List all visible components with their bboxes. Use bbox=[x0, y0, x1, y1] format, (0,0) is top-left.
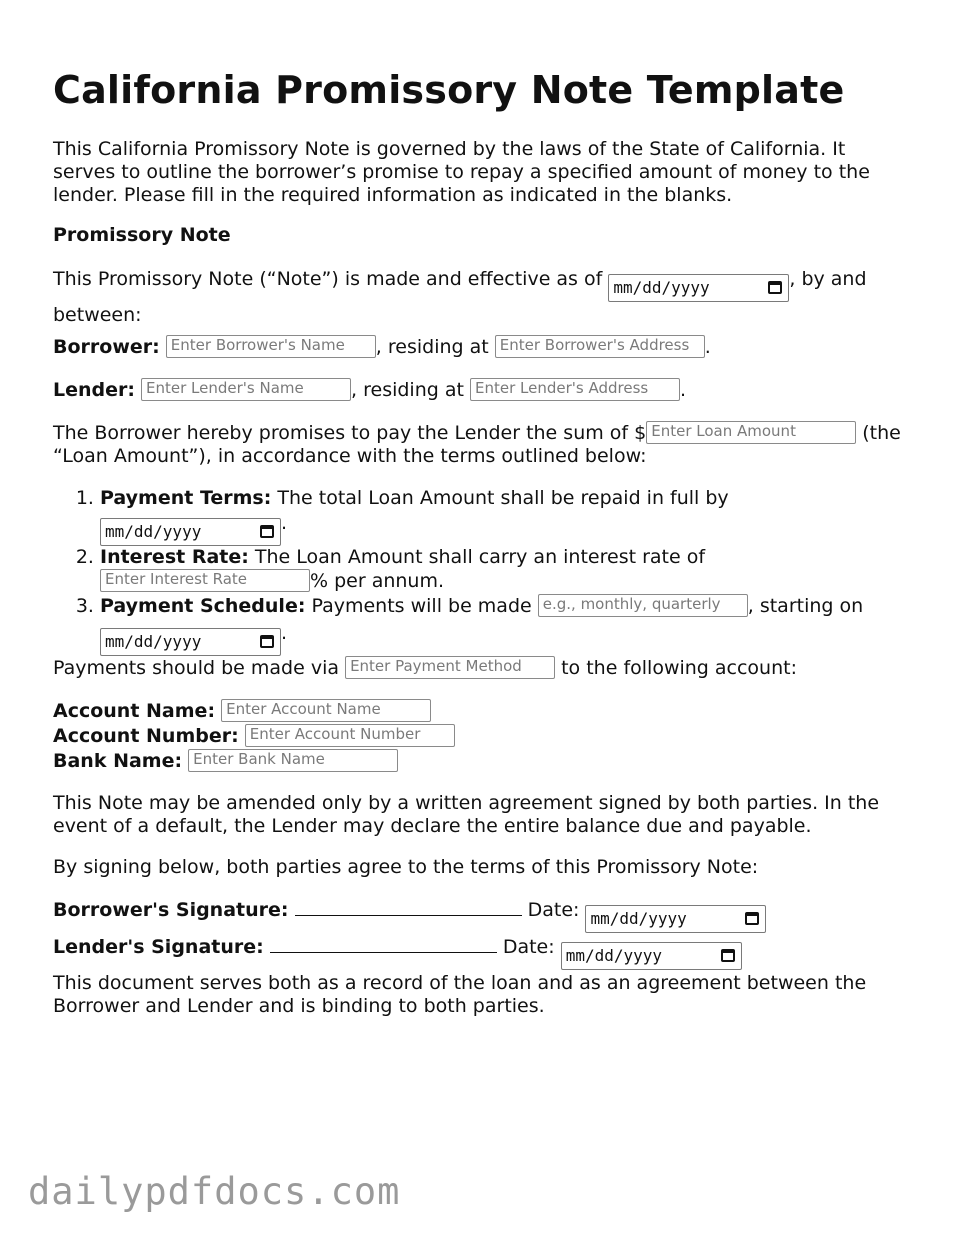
page-title: California Promissory Note Template bbox=[53, 68, 845, 112]
effective-date-placeholder: mm/dd/yyyy bbox=[613, 278, 710, 297]
interest-rate-label: Interest Rate: bbox=[100, 546, 249, 568]
borrower-date-label: Date: bbox=[527, 899, 580, 921]
lender-signature-label: Lender's Signature: bbox=[53, 936, 264, 958]
section-heading bbox=[53, 224, 913, 247]
lender-name-input[interactable]: Enter Lender's Name bbox=[141, 378, 351, 401]
lender-residing-text: , residing at bbox=[351, 379, 464, 401]
borrower-date-input[interactable] bbox=[585, 905, 766, 933]
effective-date-input[interactable] bbox=[608, 274, 789, 302]
effective-date-line bbox=[53, 266, 913, 329]
interest-rate-text: The Loan Amount shall carry an interest rate of bbox=[248, 546, 706, 568]
section-heading-text: Promissory Note bbox=[53, 224, 231, 246]
payment-terms-text: The total Loan Amount shall be repaid in full by bbox=[271, 487, 729, 509]
calendar-icon[interactable] bbox=[768, 281, 782, 294]
payment-method-input[interactable]: Enter Payment Method bbox=[345, 656, 555, 679]
interest-rate-input[interactable]: Enter Interest Rate bbox=[100, 569, 310, 592]
borrower-address-input[interactable]: Enter Borrower's Address bbox=[495, 335, 705, 358]
lender-date-placeholder: mm/dd/yyyy bbox=[565, 946, 663, 965]
borrower-name-input[interactable]: Enter Borrower's Name bbox=[166, 335, 376, 358]
signature-block bbox=[53, 896, 913, 970]
borrower-line bbox=[53, 335, 913, 359]
account-details bbox=[53, 699, 913, 774]
amendment-paragraph: This Note may be amended only by a written agreement signed by both parties. In the event of a default, the Lender may declare the entire balance due and payable. bbox=[53, 792, 880, 837]
schedule-start-date-placeholder: mm/dd/yyyy bbox=[105, 632, 202, 651]
borrower-end: . bbox=[704, 336, 711, 358]
account-name-input[interactable]: Enter Account Name bbox=[221, 699, 431, 722]
loan-amount-line bbox=[53, 421, 913, 468]
calendar-icon[interactable] bbox=[260, 635, 274, 648]
loan-amount-input[interactable]: Enter Loan Amount bbox=[646, 421, 856, 444]
account-number-input[interactable]: Enter Account Number bbox=[245, 724, 455, 747]
payment-method-text: Payments should be made via bbox=[53, 657, 340, 679]
loan-text: The Borrower hereby promises to pay the Lender the sum of $ bbox=[53, 422, 647, 444]
payment-terms-label: Payment Terms: bbox=[100, 487, 272, 509]
borrower-residing-text: , residing at bbox=[375, 336, 489, 358]
borrower-signature-label: Borrower's Signature: bbox=[53, 899, 289, 921]
payment-schedule-label: Payment Schedule: bbox=[100, 595, 306, 617]
signing-intro: By signing below, both parties agree to the terms of this Promissory Note: bbox=[53, 856, 759, 878]
payment-schedule-text: Payments will be made bbox=[305, 595, 538, 617]
lender-signature-line[interactable] bbox=[270, 934, 497, 953]
lender-address-input[interactable]: Enter Lender's Address bbox=[470, 378, 680, 401]
lender-line bbox=[53, 378, 913, 402]
interest-rate-end: % per annum. bbox=[310, 570, 445, 592]
payment-method-line bbox=[53, 656, 913, 680]
account-number-label: Account Number: bbox=[53, 725, 239, 747]
watermark: dailypdfdocs.com bbox=[28, 1170, 401, 1213]
repayment-date-input[interactable] bbox=[100, 518, 281, 546]
effective-text: This Promissory Note (“Note”) is made and effective as of bbox=[53, 268, 603, 290]
bank-name-label: Bank Name: bbox=[53, 750, 183, 772]
payment-frequency-input[interactable]: e.g., monthly, quarterly bbox=[538, 594, 748, 617]
list-item bbox=[100, 593, 913, 656]
payment-method-after: to the following account: bbox=[561, 657, 797, 679]
list-item bbox=[100, 546, 913, 593]
payment-schedule-end: . bbox=[281, 622, 288, 644]
calendar-icon[interactable] bbox=[721, 949, 735, 962]
borrower-label: Borrower: bbox=[53, 336, 160, 358]
payment-terms-end: . bbox=[281, 512, 288, 534]
account-name-label: Account Name: bbox=[53, 700, 216, 722]
calendar-icon[interactable] bbox=[260, 525, 274, 538]
lender-end: . bbox=[680, 379, 687, 401]
payment-schedule-text2: , starting on bbox=[747, 595, 864, 617]
borrower-signature-line[interactable] bbox=[295, 897, 522, 916]
repayment-date-placeholder: mm/dd/yyyy bbox=[105, 522, 202, 541]
closing-paragraph: This document serves both as a record of the loan and as an agreement between the Borrower and Lender and is binding to both parties. bbox=[53, 972, 867, 1017]
loan-after-text: (the “Loan Amount”), in accordance with the terms outlined below: bbox=[53, 422, 901, 467]
calendar-icon[interactable] bbox=[745, 912, 759, 925]
intro-paragraph: This California Promissory Note is governed by the laws of the State of California. It serves to outline the borrower’s promise to repay a specified amount of money to the lender. Please fill in the required information as indicated in the blanks. bbox=[53, 138, 870, 206]
lender-date-label: Date: bbox=[502, 936, 555, 958]
bank-name-input[interactable]: Enter Bank Name bbox=[188, 749, 398, 772]
terms-list bbox=[53, 486, 913, 656]
schedule-start-date-input[interactable] bbox=[100, 628, 281, 656]
lender-date-input[interactable] bbox=[561, 942, 742, 970]
list-item bbox=[100, 486, 913, 546]
effective-after-text: , by and between: bbox=[53, 268, 867, 326]
lender-label: Lender: bbox=[53, 379, 135, 401]
borrower-date-placeholder: mm/dd/yyyy bbox=[590, 909, 687, 928]
